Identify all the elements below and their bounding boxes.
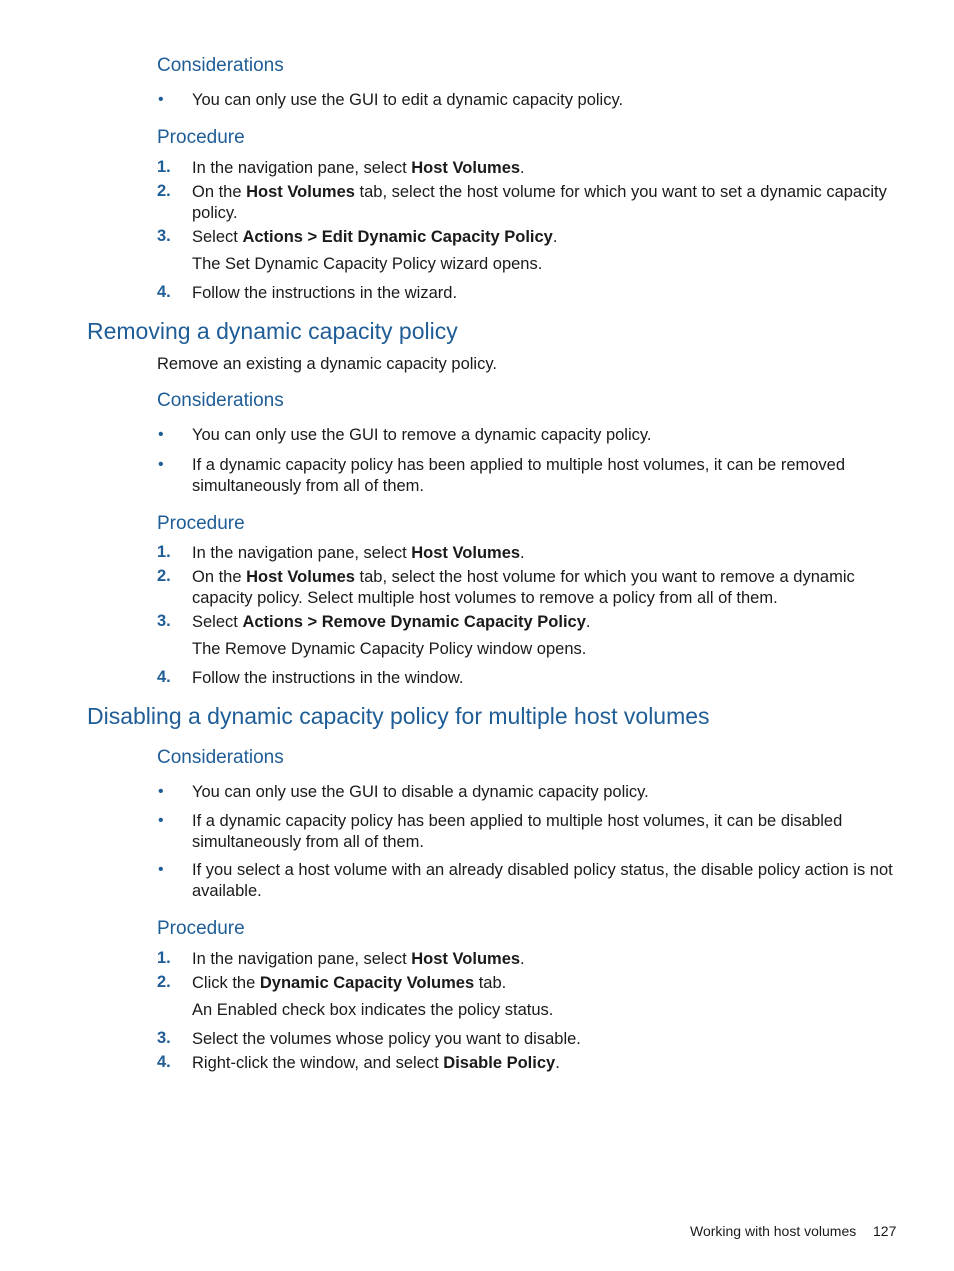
procedure-step: In the navigation pane, select Host Volumes. — [192, 950, 525, 968]
bullet-icon: • — [158, 812, 164, 829]
step-number: 4. — [157, 668, 171, 686]
procedure-step: On the Host Volumes tab, select the host volume for which you want to set a dynamic capacity policy. — [192, 183, 887, 222]
considerations-heading: Considerations — [157, 747, 284, 768]
page-number: 127 — [873, 1223, 897, 1239]
section-heading: Removing a dynamic capacity policy — [87, 318, 458, 344]
section-heading: Disabling a dynamic capacity policy for multiple host volumes — [87, 703, 710, 729]
step-number: 4. — [157, 283, 171, 301]
consideration-item: You can only use the GUI to edit a dynamic capacity policy. — [192, 91, 624, 109]
bullet-icon: • — [158, 426, 164, 443]
considerations-heading: Considerations — [157, 390, 284, 411]
section-intro: Remove an existing a dynamic capacity policy. — [157, 355, 497, 373]
consideration-item: If a dynamic capacity policy has been applied to multiple host volumes, it can be removed simultaneously from all of them. — [192, 456, 846, 495]
step-number: 1. — [157, 543, 171, 561]
footer-section-title: Working with host volumes — [690, 1223, 857, 1239]
bullet-icon: • — [158, 456, 164, 473]
step-number: 4. — [157, 1053, 171, 1071]
procedure-step: In the navigation pane, select Host Volumes. — [192, 544, 525, 562]
procedure-step: Click the Dynamic Capacity Volumes tab. — [192, 974, 507, 992]
step-number: 3. — [157, 612, 171, 630]
step-number: 2. — [157, 567, 171, 585]
procedure-step: On the Host Volumes tab, select the host volume for which you want to remove a dynamic capacity policy. Select multiple host volumes to remove a policy from all of them. — [192, 568, 855, 607]
consideration-item: You can only use the GUI to remove a dynamic capacity policy. — [192, 426, 652, 444]
procedure-heading: Procedure — [157, 918, 245, 939]
considerations-heading: Considerations — [157, 55, 284, 76]
bullet-icon: • — [158, 91, 164, 108]
bullet-icon: • — [158, 861, 164, 878]
step-number: 1. — [157, 158, 171, 176]
bullet-icon: • — [158, 783, 164, 800]
procedure-step: Follow the instructions in the wizard. — [192, 284, 458, 302]
step-number: 2. — [157, 182, 171, 200]
step-number: 1. — [157, 949, 171, 967]
step-number: 3. — [157, 1029, 171, 1047]
consideration-item: You can only use the GUI to disable a dynamic capacity policy. — [192, 783, 649, 801]
step-note: An Enabled check box indicates the policy status. — [192, 1001, 554, 1019]
step-note: The Remove Dynamic Capacity Policy window opens. — [192, 640, 587, 658]
step-number: 2. — [157, 973, 171, 991]
procedure-step: Right-click the window, and select Disable Policy. — [192, 1054, 560, 1072]
procedure-step: Select the volumes whose policy you want to disable. — [192, 1030, 581, 1048]
step-number: 3. — [157, 227, 171, 245]
procedure-heading: Procedure — [157, 513, 245, 534]
procedure-heading: Procedure — [157, 127, 245, 148]
consideration-item: If a dynamic capacity policy has been applied to multiple host volumes, it can be disabled simultaneously from all of them. — [192, 812, 843, 851]
procedure-step: In the navigation pane, select Host Volumes. — [192, 159, 525, 177]
procedure-step: Select Actions > Edit Dynamic Capacity Policy. — [192, 228, 558, 246]
procedure-step: Follow the instructions in the window. — [192, 669, 464, 687]
consideration-item: If you select a host volume with an already disabled policy status, the disable policy action is not available. — [192, 861, 893, 900]
procedure-step: Select Actions > Remove Dynamic Capacity Policy. — [192, 613, 591, 631]
step-note: The Set Dynamic Capacity Policy wizard opens. — [192, 255, 543, 273]
